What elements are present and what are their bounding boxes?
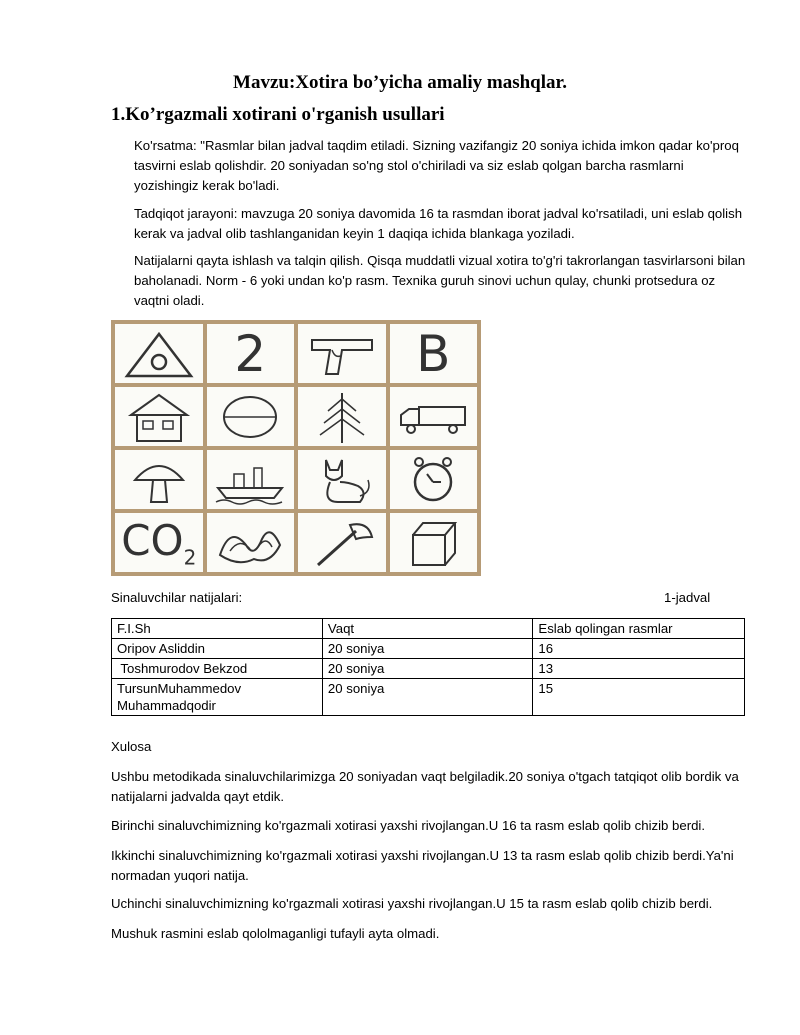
results-table <box>111 618 745 716</box>
co2-main-text: CO <box>121 515 184 565</box>
cat-picture <box>296 448 388 511</box>
disc-picture <box>205 385 297 448</box>
co2-picture <box>113 511 205 574</box>
pistol-icon <box>302 326 382 382</box>
table-row <box>112 639 745 659</box>
twisted-object-picture <box>205 511 297 574</box>
conclusion-title: Xulosa <box>111 739 152 754</box>
digit-two-picture <box>205 322 297 385</box>
conclusion-paragraph-1: Ushbu metodikada sinaluvchilarimizga 20 soniyadan vaqt belgiladik.20 soniya o'tgach tatqiqot olib bordik va natijalarni jadvalda qayt etdik. <box>111 769 739 804</box>
cell-time: 20 soniya <box>322 639 533 659</box>
results-caption: Sinaluvchilar natijalari: <box>111 590 243 605</box>
table-row <box>112 659 745 679</box>
fir-tree-icon <box>302 389 382 445</box>
truck-icon <box>393 389 473 445</box>
twisted-object-icon <box>210 515 290 571</box>
pistol-picture <box>296 322 388 385</box>
header-remembered: Eslab qolingan rasmlar <box>533 619 745 639</box>
conclusion-paragraph-3: Ikkinchi sinaluvchimizning ko'rgazmali xotirasi yaxshi rivojlangan.U 13 ta rasm eslab qolib chizib berdi.Ya'ni normadan yuqori natija. <box>111 848 734 883</box>
letter-b-picture <box>388 322 480 385</box>
digit-two-glyph: 2 <box>234 324 267 383</box>
axe-icon <box>302 515 382 571</box>
cell-time: 20 soniya <box>322 659 533 679</box>
alarm-clock-picture <box>388 448 480 511</box>
memory-picture-grid <box>111 320 481 576</box>
cell-remembered: 15 <box>533 679 745 716</box>
house-picture <box>113 385 205 448</box>
cell-name: TursunMuhammedov Muhammadqodir <box>112 679 323 716</box>
ship-picture <box>205 448 297 511</box>
triangle-circle-icon <box>119 326 199 382</box>
mushroom-picture <box>113 448 205 511</box>
cell-remembered: 16 <box>533 639 745 659</box>
cell-name: Toshmurodov Bekzod <box>112 659 323 679</box>
mushroom-icon <box>119 452 199 508</box>
co2-subscript: 2 <box>183 545 197 570</box>
page-title: Mavzu:Xotira bo’yicha amaliy mashqlar. <box>233 72 567 93</box>
house-icon <box>119 389 199 445</box>
section-heading: 1.Ko’rgazmali xotirani o'rganish usullari <box>111 104 445 125</box>
box-icon <box>393 515 473 571</box>
triangle-circle-picture <box>113 322 205 385</box>
alarm-clock-icon <box>393 452 473 508</box>
fir-tree-picture <box>296 385 388 448</box>
procedure-paragraph: Tadqiqot jarayoni: mavzuga 20 soniya davomida 16 ta rasmdan iborat jadval ko'rsatiladi, uni eslab qolish kerak va jadval olib tashlanganidan keyin 1 daqiqa ichida blankaga yoziladi. <box>134 206 743 241</box>
instruction-paragraph: Ko'rsatma: "Rasmlar bilan jadval taqdim etiladi. Sizning vazifangiz 20 soniya ichida imkon qadar ko'proq tasvirni eslab qolishdir. 20 soniyadan so'ng stol o'chiriladi va siz eslab qolgan barcha rasmlarni yozishingiz kerak bo'ladi. <box>134 138 739 193</box>
conclusion-paragraph-2: Birinchi sinaluvchimizning ko'rgazmali xotirasi yaxshi rivojlangan.U 16 ta rasm eslab qolib chizib berdi. <box>111 818 706 833</box>
disc-icon <box>210 389 290 445</box>
cell-time: 20 soniya <box>322 679 533 716</box>
cell-name: Oripov Asliddin <box>112 639 323 659</box>
cat-icon <box>302 452 382 508</box>
truck-picture <box>388 385 480 448</box>
letter-b-glyph: B <box>416 324 451 383</box>
table-row <box>112 679 745 716</box>
conclusion-paragraph-4: Uchinchi sinaluvchimizning ko'rgazmali xotirasi yaxshi rivojlangan.U 15 ta rasm eslab qolib chizib berdi. <box>111 896 713 911</box>
table-header-row <box>112 619 745 639</box>
axe-picture <box>296 511 388 574</box>
cell-remembered: 13 <box>533 659 745 679</box>
interpretation-paragraph: Natijalarni qayta ishlash va talqin qilish. Qisqa muddatli vizual xotira to'g'ri takrorlangan tasvirlarsoni bilan baholanadi. Norm - 6 yoki undan ko'p rasm. Texnika guruh sinovi uchun qulay, chunki protsedura oz vaqtni oladi. <box>134 253 746 308</box>
header-time: Vaqt <box>322 619 533 639</box>
box-picture <box>388 511 480 574</box>
co2-glyph <box>121 516 196 569</box>
conclusion-paragraph-5: Mushuk rasmini eslab qololmaganligi tufayli ayta olmadi. <box>111 926 440 941</box>
table-number: 1-jadval <box>664 590 711 605</box>
header-name: F.I.Sh <box>112 619 323 639</box>
ship-icon <box>210 452 290 508</box>
